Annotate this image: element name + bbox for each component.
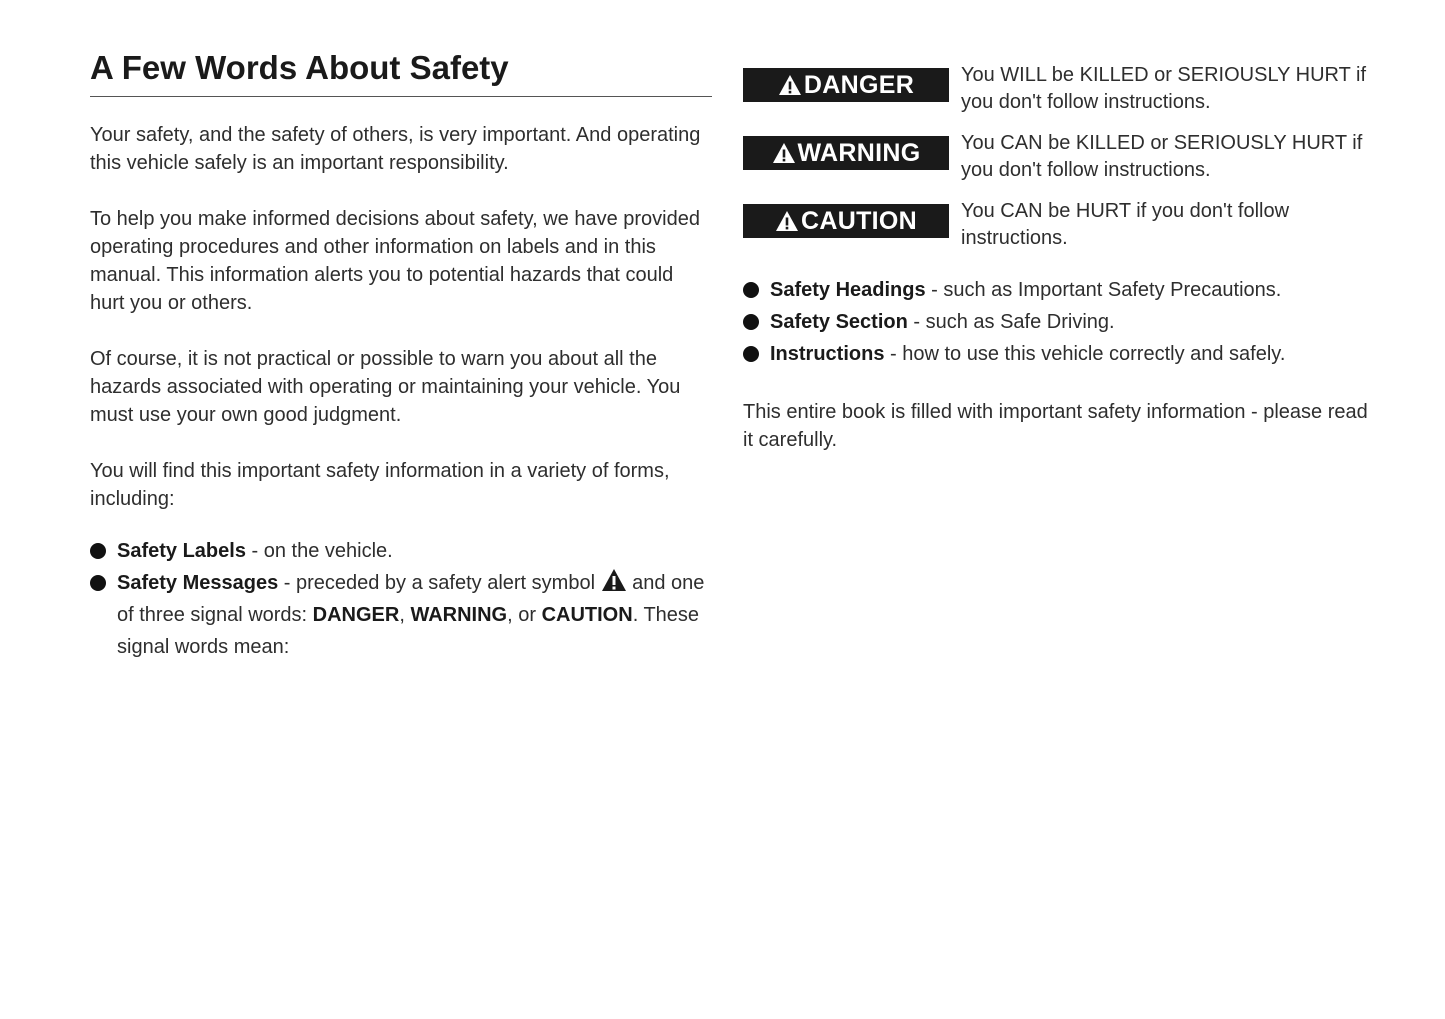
other-forms-list <box>743 274 1383 370</box>
alert-triangle-icon <box>778 74 802 96</box>
judgment-paragraph: Of course, it is not practical or possible to warn you about all the hazards associated with operating or maintaining your vehicle. You must use your own good judgment. <box>90 348 681 426</box>
list-item-safety-section <box>743 306 1383 338</box>
safety-labels-desc: - on the vehicle. <box>245 540 393 562</box>
bullet-icon <box>743 346 759 362</box>
safety-messages-desc-b: and one of three signal words: <box>117 572 705 626</box>
caution-badge-label: CAUTION <box>801 206 917 235</box>
separator-1: , <box>399 604 411 626</box>
safety-forms-list <box>90 535 712 663</box>
danger-badge <box>743 68 949 102</box>
list-item-safety-labels <box>90 535 712 567</box>
instructions-desc: - how to use this vehicle correctly and safely. <box>884 343 1286 365</box>
caution-description: You CAN be HURT if you don't follow instructions. <box>961 200 1290 249</box>
alert-triangle-icon <box>772 142 796 164</box>
bullet-icon <box>743 314 759 330</box>
signal-row-warning <box>743 132 1383 200</box>
bullet-icon <box>743 282 759 298</box>
closing-paragraph: This entire book is filled with important safety information - please read it carefully. <box>743 401 1368 451</box>
intro-paragraph: Your safety, and the safety of others, is very important. And operating this vehicle safely is an important responsibility. <box>90 124 701 174</box>
alert-triangle-icon <box>775 210 799 232</box>
safety-labels-term: Safety Labels <box>117 540 246 562</box>
safety-messages-term: Safety Messages <box>117 572 279 594</box>
list-item-safety-headings <box>743 274 1383 306</box>
bullet-icon <box>90 575 106 591</box>
safety-section-desc: - such as Safe Driving. <box>907 311 1115 333</box>
signal-word-danger: DANGER <box>312 604 400 626</box>
warning-badge <box>743 136 949 170</box>
separator-2: , or <box>507 604 542 626</box>
list-item-safety-messages <box>90 567 712 663</box>
warning-badge-label: WARNING <box>797 138 921 167</box>
safety-messages-desc-a: - preceded by a safety alert symbol <box>278 572 601 594</box>
warning-description: You CAN be KILLED or SERIOUSLY HURT if you don't follow instructions. <box>961 132 1363 181</box>
bullet-icon <box>90 543 106 559</box>
signal-row-caution <box>743 200 1383 268</box>
danger-badge-label: DANGER <box>803 70 915 99</box>
safety-messages-end: . These signal words mean: <box>117 604 700 658</box>
right-column <box>743 64 1383 454</box>
page-title: A Few Words About Safety <box>90 48 712 97</box>
danger-description: You WILL be KILLED or SERIOUSLY HURT if you don't follow instructions. <box>961 64 1366 113</box>
safety-headings-term: Safety Headings <box>770 279 926 301</box>
safety-section-term: Safety Section <box>770 311 908 333</box>
forms-intro-paragraph: You will find this important safety information in a variety of forms, including: <box>90 460 670 510</box>
safety-headings-desc: - such as Important Safety Precautions. <box>925 279 1282 301</box>
left-column <box>90 48 712 663</box>
informed-decisions-paragraph: To help you make informed decisions about safety, we have provided operating procedures and other information on labels and in this manual. This information alerts you to potential hazards that could hurt you or others. <box>90 208 700 314</box>
instructions-term: Instructions <box>770 343 885 365</box>
signal-word-caution: CAUTION <box>541 604 633 626</box>
list-item-instructions <box>743 338 1383 370</box>
signal-row-danger <box>743 64 1383 132</box>
caution-badge <box>743 204 949 238</box>
safety-alert-triangle-icon <box>601 568 627 592</box>
signal-word-warning: WARNING <box>410 604 508 626</box>
